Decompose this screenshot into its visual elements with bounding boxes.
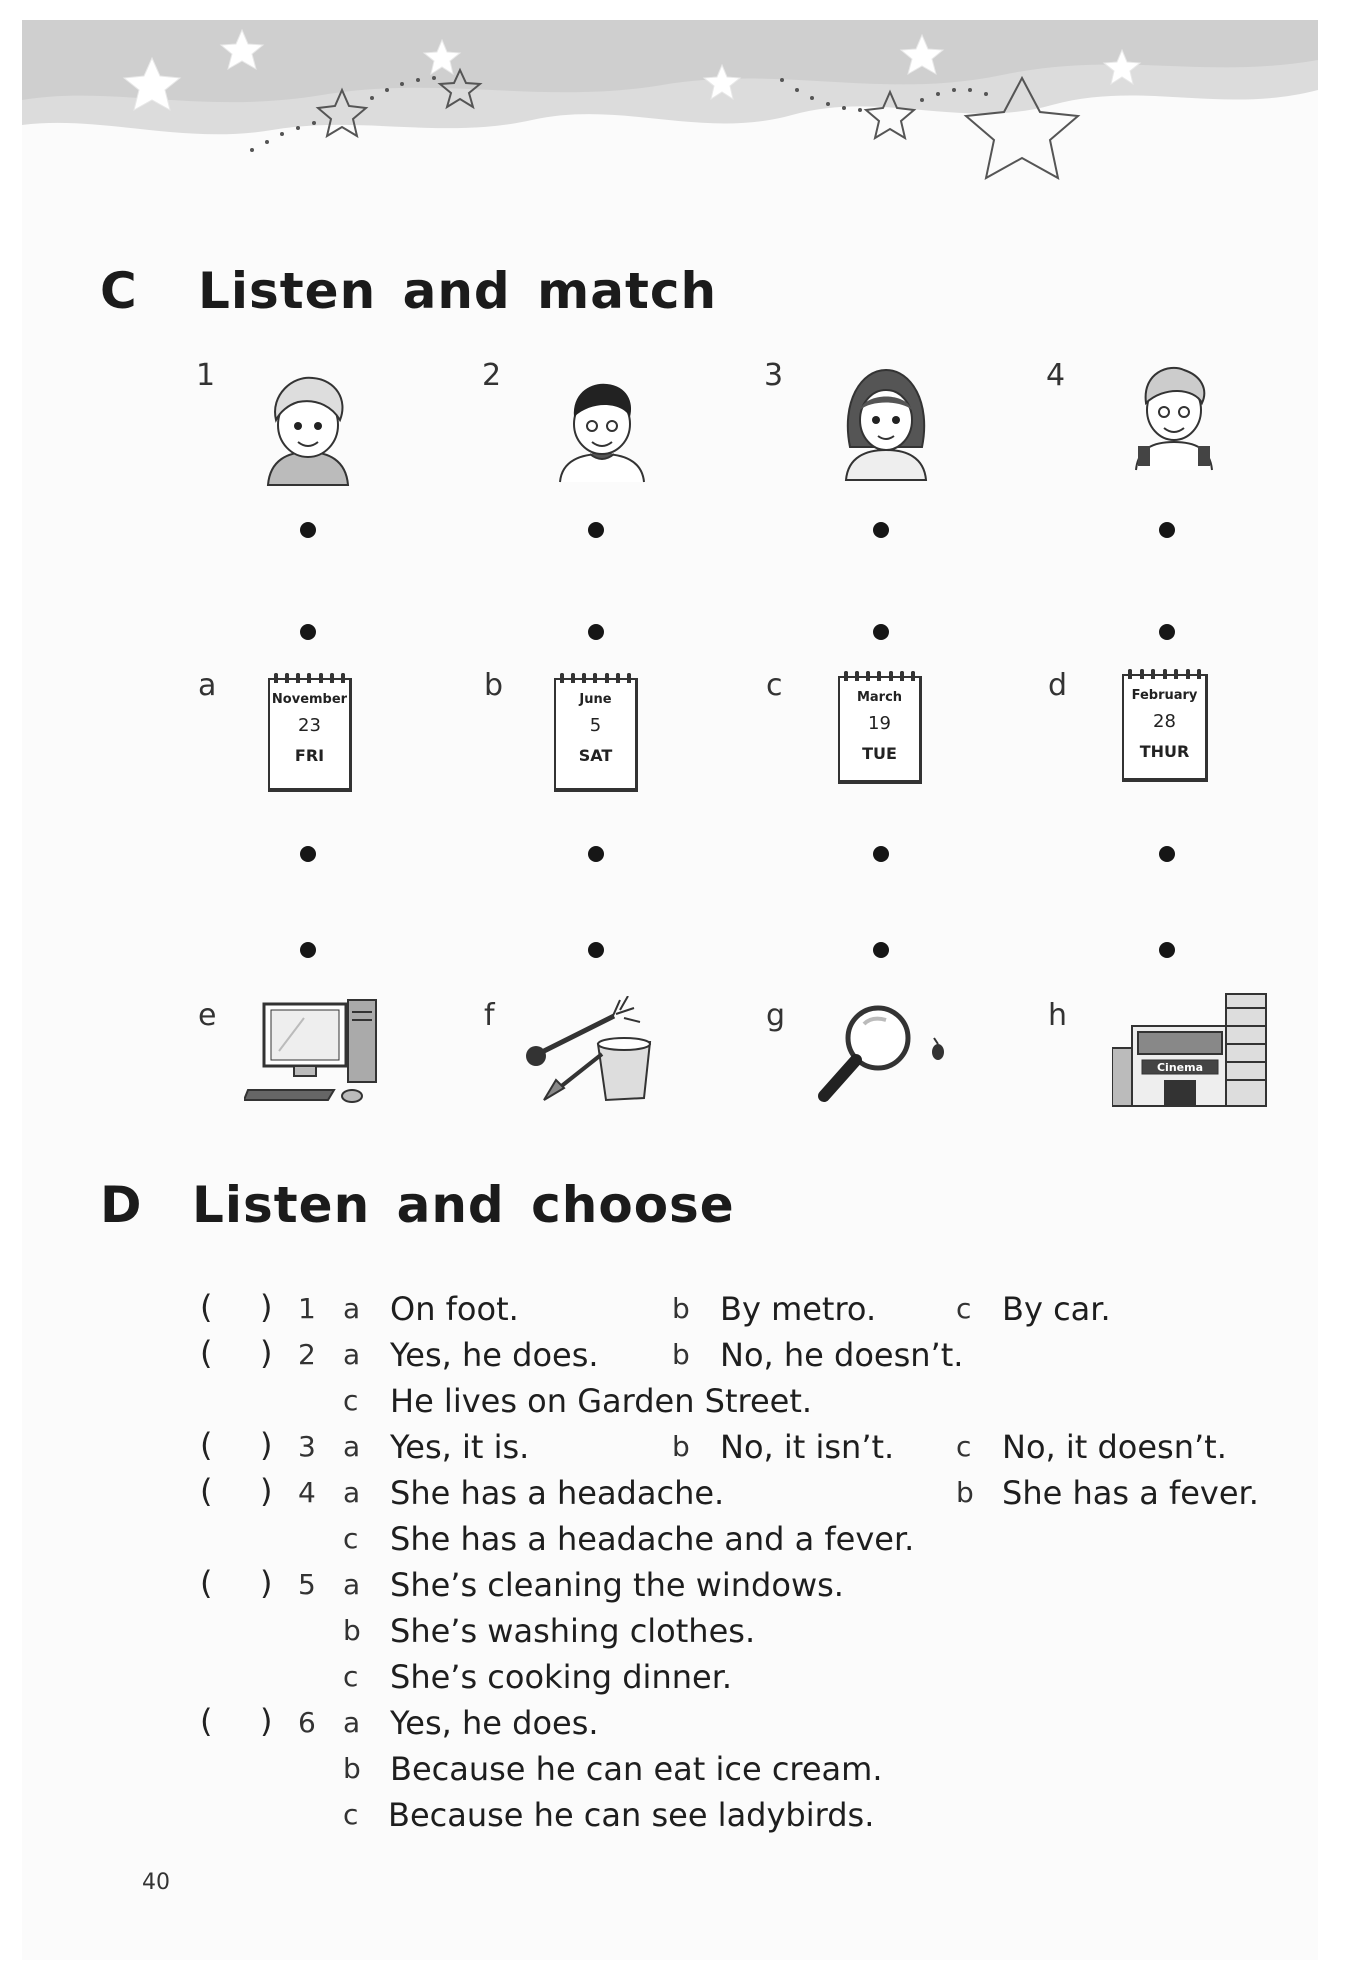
boy-short-hair-illustration — [552, 372, 652, 484]
option-letter: b — [343, 1752, 361, 1785]
option-text[interactable]: She has a headache and a fever. — [390, 1520, 915, 1558]
match-dot[interactable] — [588, 522, 604, 538]
option-text[interactable]: By car. — [1002, 1290, 1111, 1328]
question-number: 3 — [298, 1430, 316, 1463]
option-text[interactable]: She has a fever. — [1002, 1474, 1259, 1512]
match-dot[interactable] — [300, 522, 316, 538]
computer-illustration — [244, 996, 386, 1108]
option-letter: a — [343, 1292, 361, 1325]
option-letter: b — [956, 1476, 974, 1509]
option-letter: a — [343, 1476, 361, 1509]
boy-overalls-illustration — [1124, 358, 1224, 474]
option-letter: c — [343, 1384, 359, 1417]
cinema-building-illustration — [1112, 988, 1268, 1110]
girl-curly-hair-illustration — [258, 370, 358, 490]
calendar-month: February — [1131, 688, 1198, 703]
option-letter: a — [343, 1706, 361, 1739]
option-text[interactable]: She’s cleaning the windows. — [390, 1566, 844, 1604]
section-letter: C — [100, 262, 138, 320]
calendar-month: March — [856, 690, 903, 705]
answer-paren-close: ) — [260, 1288, 273, 1326]
option-letter: c — [956, 1430, 972, 1463]
calendar-day: 23 — [298, 715, 321, 736]
star-banner — [22, 20, 1318, 210]
item-label-g: g — [766, 998, 786, 1033]
item-label-4: 4 — [1046, 358, 1066, 393]
match-dot[interactable] — [1159, 942, 1175, 958]
option-text[interactable]: Yes, he does. — [390, 1704, 599, 1742]
option-text[interactable]: No, he doesn’t. — [720, 1336, 964, 1374]
planting-tools-illustration — [524, 996, 660, 1108]
item-label-c: c — [766, 668, 783, 703]
question-number: 5 — [298, 1568, 316, 1601]
item-label-2: 2 — [482, 358, 502, 393]
option-text[interactable]: Yes, it is. — [390, 1428, 530, 1466]
option-letter: b — [343, 1614, 361, 1647]
answer-paren-open: ( — [200, 1472, 213, 1510]
option-text[interactable]: Because he can eat ice cream. — [390, 1750, 883, 1788]
answer-paren-open: ( — [200, 1288, 213, 1326]
match-dot[interactable] — [873, 522, 889, 538]
section-d-heading — [100, 1176, 735, 1234]
match-dot[interactable] — [873, 624, 889, 640]
option-text[interactable]: By metro. — [720, 1290, 877, 1328]
answer-paren-close: ) — [260, 1426, 273, 1464]
item-label-b: b — [484, 668, 504, 703]
calendar-month: June — [579, 692, 612, 707]
answer-paren-open: ( — [200, 1334, 213, 1372]
calendar-march — [838, 676, 922, 784]
option-text[interactable]: No, it isn’t. — [720, 1428, 895, 1466]
option-letter: a — [343, 1338, 361, 1371]
calendar-february — [1122, 674, 1208, 782]
calendar-november — [268, 678, 352, 792]
option-text[interactable]: Yes, he does. — [390, 1336, 599, 1374]
section-title: Listen and match — [198, 262, 718, 320]
calendar-day: 19 — [868, 713, 891, 734]
item-label-h: h — [1048, 998, 1068, 1033]
match-dot[interactable] — [873, 942, 889, 958]
option-text[interactable]: She has a headache. — [390, 1474, 725, 1512]
match-dot[interactable] — [300, 942, 316, 958]
answer-paren-open: ( — [200, 1564, 213, 1602]
calendar-weekday: SAT — [578, 746, 613, 765]
question-number: 1 — [298, 1292, 316, 1325]
item-label-f: f — [484, 998, 495, 1033]
calendar-day: 5 — [589, 715, 602, 736]
option-letter: a — [343, 1568, 361, 1601]
match-dot[interactable] — [588, 846, 604, 862]
item-label-e: e — [198, 998, 217, 1033]
option-text[interactable]: She’s washing clothes. — [390, 1612, 756, 1650]
calendar-weekday: FRI — [294, 746, 325, 765]
option-letter: b — [672, 1292, 690, 1325]
item-label-d: d — [1048, 668, 1068, 703]
match-dot[interactable] — [588, 942, 604, 958]
answer-paren-close: ) — [260, 1334, 273, 1372]
option-text[interactable]: No, it doesn’t. — [1002, 1428, 1227, 1466]
page-number: 40 — [142, 1870, 170, 1895]
item-label-3: 3 — [764, 358, 784, 393]
option-letter: a — [343, 1430, 361, 1463]
match-dot[interactable] — [300, 624, 316, 640]
match-dot[interactable] — [588, 624, 604, 640]
match-dot[interactable] — [300, 846, 316, 862]
option-letter: b — [672, 1338, 690, 1371]
magnifying-glass-illustration — [806, 1000, 956, 1110]
item-label-a: a — [198, 668, 217, 703]
answer-paren-close: ) — [260, 1702, 273, 1740]
option-text[interactable]: On foot. — [390, 1290, 519, 1328]
calendar-month: November — [271, 692, 348, 707]
calendar-june — [554, 678, 638, 792]
option-text[interactable]: She’s cooking dinner. — [390, 1658, 733, 1696]
option-letter: c — [343, 1660, 359, 1693]
option-text[interactable]: Because he can see ladybirds. — [388, 1796, 875, 1834]
answer-paren-close: ) — [260, 1472, 273, 1510]
option-letter: c — [956, 1292, 972, 1325]
cinema-sign: Cinema — [1156, 1061, 1204, 1074]
option-letter: c — [343, 1522, 359, 1555]
answer-paren-close: ) — [260, 1564, 273, 1602]
answer-paren-open: ( — [200, 1702, 213, 1740]
option-letter: c — [343, 1798, 359, 1831]
section-title: Listen and choose — [192, 1176, 735, 1234]
question-number: 2 — [298, 1338, 316, 1371]
section-letter: D — [100, 1176, 143, 1234]
calendar-weekday: TUE — [862, 744, 897, 763]
calendar-weekday: THUR — [1139, 742, 1190, 761]
option-letter: b — [672, 1430, 690, 1463]
match-dot[interactable] — [1159, 624, 1175, 640]
girl-long-hair-illustration — [836, 362, 936, 482]
match-dot[interactable] — [1159, 522, 1175, 538]
match-dot[interactable] — [1159, 846, 1175, 862]
calendar-day: 28 — [1153, 711, 1176, 732]
match-dot[interactable] — [873, 846, 889, 862]
option-text[interactable]: He lives on Garden Street. — [390, 1382, 813, 1420]
section-c-heading — [100, 262, 717, 320]
question-number: 6 — [298, 1706, 316, 1739]
item-label-1: 1 — [196, 358, 216, 393]
question-number: 4 — [298, 1476, 316, 1509]
answer-paren-open: ( — [200, 1426, 213, 1464]
